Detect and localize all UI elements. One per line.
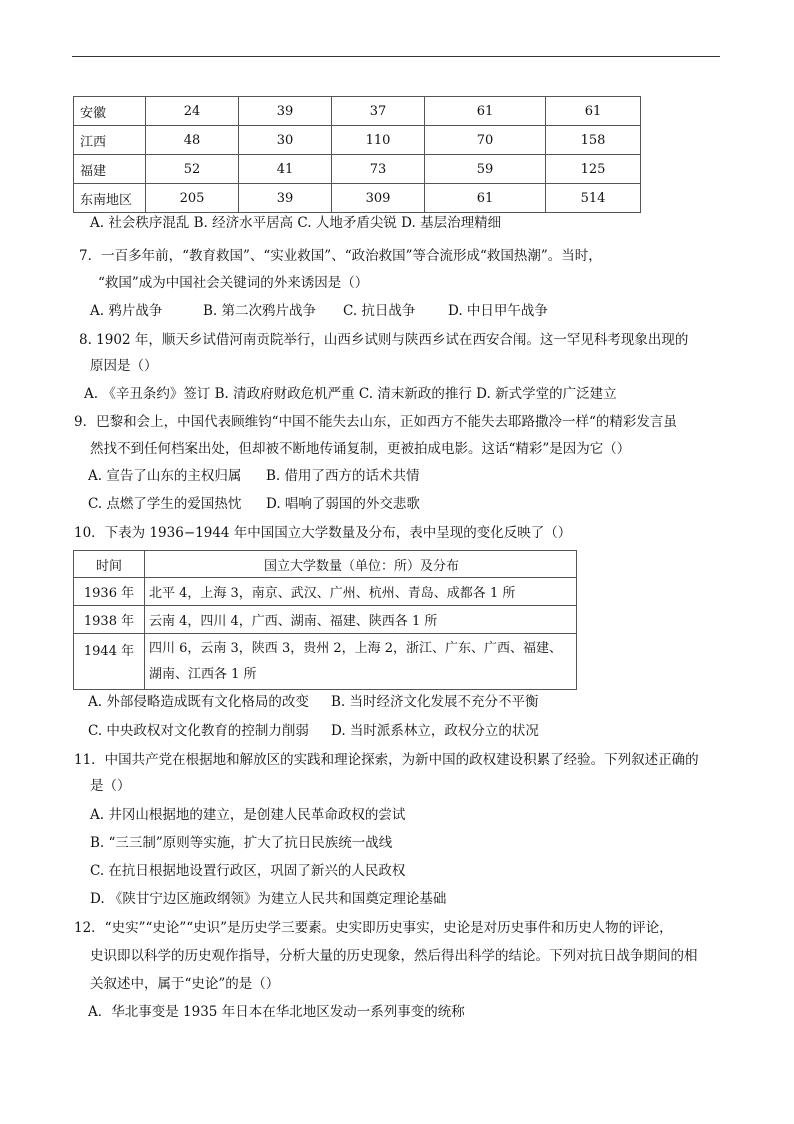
table-cell: 514	[546, 184, 641, 213]
table-cell: 江西	[74, 126, 146, 155]
table-cell: 30	[239, 126, 332, 155]
q11-stem-line2: 是（）	[90, 778, 131, 794]
q12-stem-line3: 关叙述中，属于“史论”的是（）	[90, 976, 280, 992]
q8-stem-line1: 8. 1902 年，顺天乡试借河南贡院举行，山西乡试则与陕西乡试在西安合闱。这一罕见科考现象出现的	[79, 332, 689, 348]
q9-stem-line2: 然找不到任何档案出处，但却被不断地传诵复制，更被拍成电影。这话“精彩”是因为它（）	[90, 441, 631, 457]
table-cell: 39	[239, 184, 332, 213]
year-cell: 1938 年	[74, 606, 145, 634]
table-cell: 东南地区	[74, 184, 146, 213]
table-cell: 48	[146, 126, 239, 155]
table-cell: 205	[146, 184, 239, 213]
q7-stem-line2: “救国”成为中国社会关键词的外来诱因是（）	[98, 275, 369, 291]
table-cell: 37	[332, 97, 425, 126]
q10-option-d: D. 当时派系林立，政权分立的状况	[331, 723, 539, 739]
q9-option-b: B. 借用了西方的话术共情	[266, 468, 420, 484]
q8-options: A. 《辛丑条约》签订 B. 清政府财政危机严重 C. 清末新政的推行 D. 新式学堂的广泛建立	[84, 386, 617, 402]
q11-stem-line1: 11．中国共产党在根据地和解放区的实践和理论探索，为新中国的政权建设积累了经验。下列叙述正确的	[74, 752, 699, 768]
table-cell: 41	[239, 155, 332, 184]
q10-stem: 10．下表为 1936−1944 年中国国立大学数量及分布，表中呈现的变化反映了（）	[74, 525, 572, 541]
q7-option-a: A. 鸦片战争	[90, 303, 163, 319]
population-table	[73, 96, 641, 213]
header-distribution: 国立大学数量（单位：所）及分布	[145, 551, 577, 578]
table-cell: 61	[425, 184, 546, 213]
table-cell: 61	[425, 97, 546, 126]
q6-options: A. 社会秩序混乱 B. 经济水平居高 C. 人地矛盾尖锐 D. 基层治理精细	[90, 215, 502, 231]
year-cell: 1936 年	[74, 578, 145, 606]
table-cell: 61	[546, 97, 641, 126]
table-row	[74, 634, 577, 690]
table-cell: 福建	[74, 155, 146, 184]
q7-option-d: D. 中日甲午战争	[448, 303, 548, 319]
table-cell: 39	[239, 97, 332, 126]
q10-option-b: B. 当时经济文化发展不充分不平衡	[331, 694, 539, 710]
q10-option-c: C. 中央政权对文化教育的控制力削弱	[88, 723, 309, 739]
q7-stem-line1: 7．一百多年前，“教育救国”、“实业救国”、“政治救国”等合流形成“救国热潮”。当时，	[79, 248, 602, 264]
table-header-row	[74, 551, 577, 578]
q7-option-c: C. 抗日战争	[343, 303, 416, 319]
table-row	[74, 578, 577, 606]
q9-option-c: C. 点燃了学生的爱国热忱	[88, 496, 242, 512]
q12-option-a: A．华北事变是 1935 年日本在华北地区发动一系列事变的统称	[88, 1004, 465, 1020]
header-time: 时间	[74, 551, 145, 578]
table-cell: 52	[146, 155, 239, 184]
table-row	[74, 97, 641, 126]
distribution-cell: 四川 6，云南 3，陕西 3，贵州 2，上海 2，浙江、广东、广西、福建、湖南、江西各 1 所	[145, 634, 577, 690]
q9-stem-line1: 9．巴黎和会上，中国代表顾维钧“中国不能失去山东，正如西方不能失去耶路撒冷一样“的精彩发言虽	[74, 414, 677, 430]
table-row	[74, 155, 641, 184]
q8-stem-line2: 原因是（）	[90, 358, 158, 374]
distribution-cell: 北平 4，上海 3，南京、武汉、广州、杭州、青岛、成都各 1 所	[145, 578, 577, 606]
table-cell: 59	[425, 155, 546, 184]
table-row	[74, 126, 641, 155]
table-row	[74, 606, 577, 634]
q10-option-a: A. 外部侵略造成既有文化格局的改变	[88, 694, 309, 710]
table-cell: 24	[146, 97, 239, 126]
table-cell: 110	[332, 126, 425, 155]
year-cell: 1944 年	[74, 634, 145, 690]
table-row	[74, 184, 641, 213]
q7-option-b: B. 第二次鸦片战争	[203, 303, 317, 319]
q11-option-c: C. 在抗日根据地设置行政区，巩固了新兴的人民政权	[90, 863, 406, 879]
table-cell: 309	[332, 184, 425, 213]
q12-stem-line1: 12．“史实”“史论”“史识”是历史学三要素。史实即历史事实，史论是对历史事件和历史人物的评论，	[74, 920, 673, 936]
table-cell: 125	[546, 155, 641, 184]
table-cell: 73	[332, 155, 425, 184]
q11-option-d: D. 《陕甘宁边区施政纲领》为建立人民共和国奠定理论基础	[90, 891, 447, 907]
q11-option-b: B. “三三制”原则等实施，扩大了抗日民族统一战线	[90, 835, 393, 851]
q9-option-d: D. 唱响了弱国的外交悲歌	[266, 496, 420, 512]
distribution-cell: 云南 4，四川 4，广西、湖南、福建、陕西各 1 所	[145, 606, 577, 634]
q11-option-a: A. 井冈山根据地的建立，是创建人民革命政权的尝试	[90, 807, 406, 823]
table-cell: 158	[546, 126, 641, 155]
q9-option-a: A. 宣告了山东的主权归属	[88, 468, 242, 484]
university-distribution-table	[73, 550, 577, 690]
top-rule	[72, 56, 720, 57]
q12-stem-line2: 史识即以科学的历史观作指导，分析大量的历史现象，然后得出科学的结论。下列对抗日战争期间的相	[90, 948, 698, 964]
table-cell: 70	[425, 126, 546, 155]
table-cell: 安徽	[74, 97, 146, 126]
